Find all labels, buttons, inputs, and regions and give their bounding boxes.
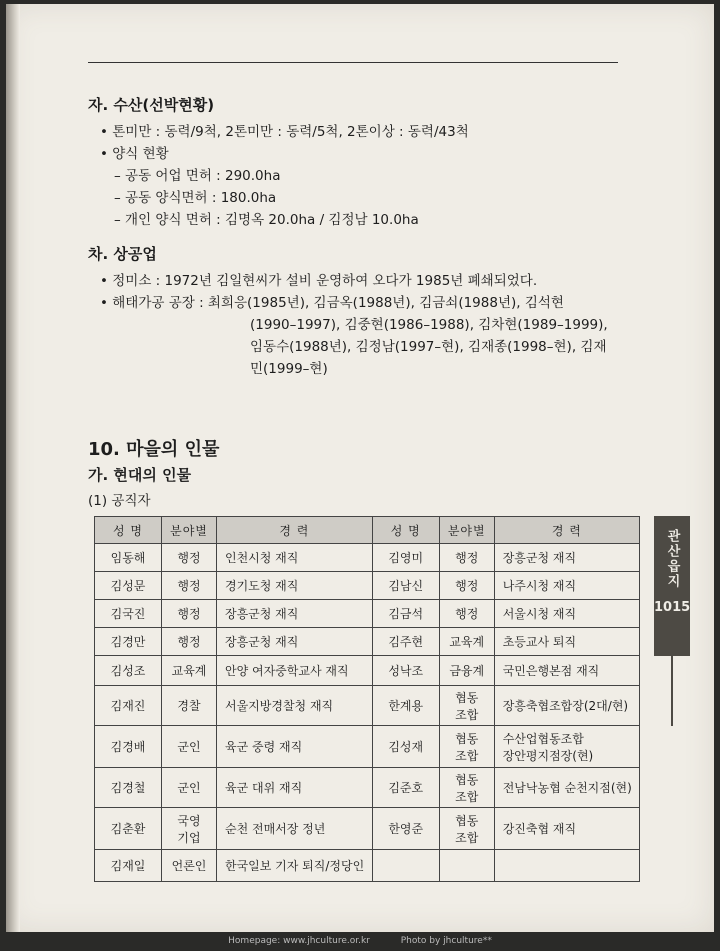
seaweed-factory-cont: 임동수(1988년), 김정남(1997–현), 김재종(1998–현), 김재: [250, 339, 607, 355]
cell-name: 김재진: [95, 686, 162, 726]
page-content: [88, 94, 648, 380]
cell-field: 군인: [162, 768, 217, 808]
header-career: 경 력: [494, 517, 639, 544]
page-number: 1015: [654, 600, 691, 615]
cell-name: 김남신: [372, 572, 439, 600]
chapter-tab-title: 관산읍지: [664, 529, 680, 589]
cell-name: 성낙조: [372, 656, 439, 686]
seaweed-factory-cont: (1990–1997), 김중현(1986–1988), 김차현(1989–1999),: [250, 317, 608, 333]
cell-name: 김성조: [95, 656, 162, 686]
cell-name: 한계용: [372, 686, 439, 726]
people-title: 10. 마을의 인물: [88, 439, 220, 460]
book-page: [6, 4, 714, 932]
table-row: [95, 808, 640, 850]
seaweed-factory-cont: 민(1999–현): [250, 361, 328, 377]
cell-career: 장흥군청 재직: [217, 628, 373, 656]
cell-career: 장흥군청 재직: [494, 544, 639, 572]
cell-career: 나주시청 재직: [494, 572, 639, 600]
cell-field: 군인: [162, 726, 217, 768]
cell-career: 초등교사 퇴직: [494, 628, 639, 656]
table-row: [95, 726, 640, 768]
fishery-title: 자. 수산(선박현황): [88, 96, 215, 114]
cell-name: 김주현: [372, 628, 439, 656]
cell-name: 김경철: [95, 768, 162, 808]
cell-career: 육군 중령 재직: [217, 726, 373, 768]
cell-career: 장흥축협조합장(2대/현): [494, 686, 639, 726]
footer-photo-credit: Photo by jhculture**: [400, 936, 492, 946]
cell-empty: [439, 850, 494, 882]
cell-name: 김금석: [372, 600, 439, 628]
header-career: 경 력: [217, 517, 373, 544]
cell-field: 행정: [439, 572, 494, 600]
cell-name: 김영미: [372, 544, 439, 572]
table-row: [95, 768, 640, 808]
cell-field: 협동 조합: [439, 686, 494, 726]
cell-field: 국영 기업: [162, 808, 217, 850]
cell-name: 김경배: [95, 726, 162, 768]
cell-name: 한영준: [372, 808, 439, 850]
cell-field: 행정: [162, 544, 217, 572]
table-header-row: [95, 517, 640, 544]
fishery-boats: • 톤미만 : 동력/9척, 2톤미만 : 동력/5척, 2톤이상 : 동력/43척: [100, 124, 469, 140]
cell-career: 안양 여자중학교사 재직: [217, 656, 373, 686]
rice-mill-text: • 정미소 : 1972년 김일현씨가 설비 운영하여 오다가 1985년 폐쇄되었다.: [100, 273, 538, 289]
table-row: [95, 656, 640, 686]
cell-field: 교육계: [439, 628, 494, 656]
cell-field: 행정: [162, 600, 217, 628]
table-row: [95, 850, 640, 882]
cell-career: 수산업협동조합 장안평지점장(현): [494, 726, 639, 768]
cell-career: 서울시청 재직: [494, 600, 639, 628]
table-row: [95, 572, 640, 600]
cell-career: 한국일보 기자 퇴직/정당인: [217, 850, 373, 882]
header-name: 성 명: [95, 517, 162, 544]
cell-field: 협동 조합: [439, 808, 494, 850]
cell-field: 언론인: [162, 850, 217, 882]
photo-footer: [0, 936, 720, 946]
aquaculture-item: – 공동 양식면허 : 180.0ha: [114, 190, 277, 206]
cell-name: 김준호: [372, 768, 439, 808]
cell-career: 전남낙농협 순천지점(현): [494, 768, 639, 808]
footer-homepage: Homepage: www.jhculture.or.kr: [228, 936, 370, 946]
cell-name: 김성문: [95, 572, 162, 600]
cell-career: 인천시청 재직: [217, 544, 373, 572]
cell-career: 서울지방경찰청 재직: [217, 686, 373, 726]
cell-career: 육군 대위 재직: [217, 768, 373, 808]
cell-field: 행정: [162, 628, 217, 656]
aquaculture-title: • 양식 현황: [100, 146, 169, 162]
cell-name: 김경만: [95, 628, 162, 656]
commerce-title: 차. 상공업: [88, 245, 157, 263]
cell-field: 행정: [439, 600, 494, 628]
cell-field: 금융계: [439, 656, 494, 686]
people-subtitle: 가. 현대의 인물: [88, 466, 192, 484]
officials-table: [94, 516, 640, 882]
officials-subsection: (1) 공직자: [88, 493, 151, 509]
cell-career: 국민은행본점 재직: [494, 656, 639, 686]
page-spine: [6, 4, 20, 932]
cell-career: 강진축협 재직: [494, 808, 639, 850]
chapter-side-tab: [654, 516, 690, 656]
cell-empty: [372, 850, 439, 882]
cell-field: 협동 조합: [439, 768, 494, 808]
cell-name: 김성재: [372, 726, 439, 768]
cell-field: 협동 조합: [439, 726, 494, 768]
cell-career: 순천 전매서장 정년: [217, 808, 373, 850]
header-name: 성 명: [372, 517, 439, 544]
seaweed-factory-text: • 해태가공 공장 : 최희응(1985년), 김금옥(1988년), 김금쇠(1988년), 김석현: [100, 295, 564, 311]
cell-name: 김재일: [95, 850, 162, 882]
cell-career: 경기도청 재직: [217, 572, 373, 600]
cell-name: 김국진: [95, 600, 162, 628]
cell-field: 교육계: [162, 656, 217, 686]
header-field: 분야별: [439, 517, 494, 544]
header-rule: [88, 62, 618, 63]
cell-field: 경찰: [162, 686, 217, 726]
table-row: [95, 544, 640, 572]
table-row: [95, 600, 640, 628]
cell-name: 김춘환: [95, 808, 162, 850]
table-row: [95, 628, 640, 656]
side-tab-line: [671, 656, 673, 726]
cell-field: 행정: [162, 572, 217, 600]
cell-career: 장흥군청 재직: [217, 600, 373, 628]
header-field: 분야별: [162, 517, 217, 544]
cell-field: 행정: [439, 544, 494, 572]
aquaculture-item: – 공동 어업 면허 : 290.0ha: [114, 168, 281, 184]
table-row: [95, 686, 640, 726]
cell-empty: [494, 850, 639, 882]
cell-name: 임동해: [95, 544, 162, 572]
aquaculture-item: – 개인 양식 면허 : 김명옥 20.0ha / 김정남 10.0ha: [114, 212, 419, 228]
